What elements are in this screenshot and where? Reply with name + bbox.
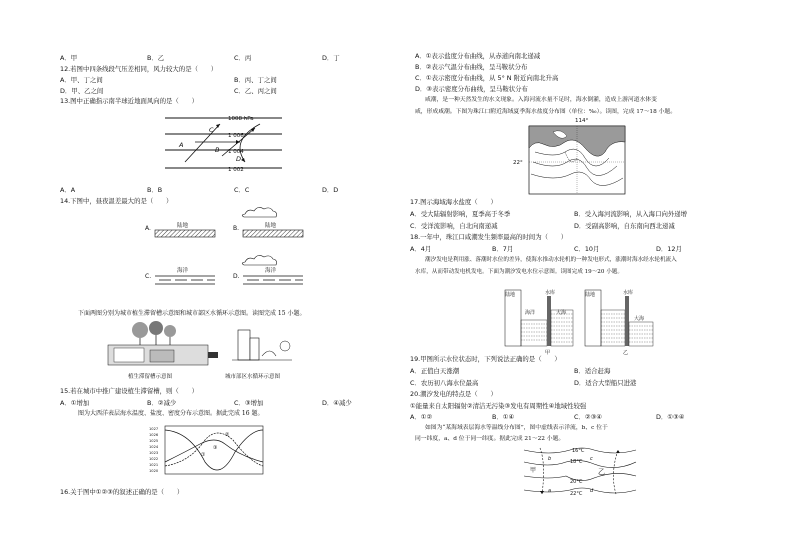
arrow-label-c: C (209, 126, 214, 134)
panel-a-letter: A. (145, 225, 151, 232)
q15-option-b: B．②减少 (147, 399, 177, 407)
intro-21-line-1: 如图为“某海域表层海水等温线分布图”，图中虚线表示洋流，b、c 位于 (425, 425, 608, 431)
q17-option-d: D．受副高影响，自东南向西北递减 (574, 222, 675, 230)
arrow-label-b: B (215, 146, 220, 154)
point-c: c (590, 456, 593, 462)
region-yi: 乙 (598, 468, 605, 476)
panel-b-letter: B. (233, 225, 240, 232)
fig15-caption-left: 植生滞留槽示意图 (128, 374, 173, 380)
q13-option-b: B．B (147, 186, 163, 194)
region-jia: 甲 (530, 467, 537, 474)
q17-stem: 17.图示海域海水盐度（ ） (410, 198, 497, 206)
tick-1026: 1026 (149, 433, 159, 437)
isotherm-18: 18°C (570, 459, 583, 465)
tidal-reservoir-2: 水库 (623, 290, 634, 296)
pearl-river-salinity-map (513, 118, 627, 196)
curve-label-2: ② (225, 432, 230, 438)
isobar-label-1002: 1 002 (228, 167, 244, 173)
panel-d-label: 海洋 (265, 268, 277, 274)
q20-option-c: C．②③④ (574, 413, 603, 421)
panel-d-letter: D. (233, 273, 240, 280)
isotherm-20: 20°C (570, 479, 583, 485)
q12-option-b: B．丙、丁之间 (234, 76, 277, 84)
q16-option-b: B．②表示气温分布曲线，呈马鞍状分布 (415, 63, 528, 71)
panel-b-label: 陆地 (265, 223, 277, 229)
tidal-sea-1: 大海 (556, 310, 567, 316)
intro-16: 图为大西洋表层海水温度、盐度、密度分布示意图。据此完成 16 题。 (78, 410, 264, 417)
q20-option-d: D．①③④ (656, 413, 685, 421)
tick-1021: 1021 (149, 463, 159, 467)
curve-label-1: ① (201, 452, 206, 458)
tidal-land-1: 陆地 (505, 292, 516, 298)
map-lat-label: 22° (513, 160, 523, 166)
q17-option-c: C．受洋流影响，自北向南递减 (410, 222, 498, 230)
q20-stem: 20.潮汐发电的特点是（ ） (410, 390, 497, 398)
curve-label-3: ③ (213, 445, 218, 451)
tick-1025: 1025 (149, 439, 159, 443)
isobar-figure (160, 110, 290, 178)
q12-option-a: A．甲、丁之间 (60, 76, 103, 84)
isotherm-16: 16°C (572, 448, 585, 454)
atlantic-surface-figure (145, 422, 270, 482)
q11-option-b: B．乙 (147, 54, 165, 62)
point-a: a (548, 488, 552, 494)
q15-option-c: C．③增加 (234, 399, 264, 407)
intro-15: 下面两图分别为城市植生滞留槽示意图和城市部区水循环示意图。读图完成 15 小题。 (78, 310, 306, 317)
arrow-label-a: A (179, 141, 184, 149)
isobar-label-1006: 1 006 (228, 133, 244, 139)
tidal-sea-2: 大海 (634, 316, 645, 322)
q17-option-b: B．受入海河流影响，从入海口向外递增 (574, 210, 688, 218)
q16-stem: 16.关于图中①②③的叙述正确的是（ ） (60, 488, 184, 496)
intro-19-line-2: 水库，从而带动发电机发电。下面为潮汐发电水位示意图。读图完成 19～20 小题。 (415, 269, 623, 275)
q18-option-d: D．12月 (656, 245, 682, 253)
map-lon-label: 114° (575, 118, 589, 124)
q13-stem: 13.图中正确指示南半球近地面风向的是（ ） (60, 97, 198, 105)
q19-stem: 19.甲图所示水位状态时，下列说法正确的是（ ） (410, 355, 561, 363)
intro-17-line-1: 咸潮，是一种天然发生的水文现象。入海河流水量不足时，海水倒灌，造成上游河道水体变 (425, 97, 657, 103)
tidal-power-figure (505, 284, 655, 354)
q18-option-c: C．10月 (574, 245, 600, 253)
q13-option-a: A．A (60, 186, 76, 194)
q16-option-a: A．①表示盐度分布曲线，从赤道向南北递减 (415, 52, 541, 60)
isobar-label-1008: 1008 hPa (228, 116, 254, 122)
q11-option-c: C．丙 (234, 54, 252, 62)
q12-stem: 12.若图中四条线段气压差相同，风力较大的是（ ） (60, 65, 218, 73)
q16-option-c: C．①表示密度分布曲线，从 5° N 附近向南北升高 (415, 74, 559, 82)
q14-stem: 14.下图中，昼夜温差最大的是（ ） (60, 197, 173, 205)
tidal-caption-jia: 甲 (545, 350, 551, 356)
tidal-caption-yi: 乙 (623, 350, 629, 356)
tick-1027: 1027 (149, 427, 159, 431)
tick-1022: 1022 (149, 457, 159, 461)
q17-option-a: A．受大陆辐射影响，夏季高于冬季 (410, 210, 511, 218)
panel-c-letter: C. (145, 273, 152, 280)
q19-option-a: A．正值白天涨潮 (410, 367, 460, 375)
tidal-land-2: 陆地 (585, 292, 596, 298)
q19-option-d: D．适合大型船只进港 (574, 379, 637, 387)
q13-option-c: C．C (234, 186, 250, 194)
q20-option-b: B．①④ (492, 413, 515, 421)
q20-option-a: A．①② (410, 413, 433, 421)
panel-a-label: 陆地 (177, 223, 189, 229)
q20-choices-line: ①能量来自太阳辐射②清洁无污染③发电有周期性④地域性较强 (410, 402, 587, 410)
tick-1023: 1023 (149, 451, 159, 455)
q12-option-c: D．甲、乙之间 (60, 87, 104, 95)
q15-option-a: A．①增加 (60, 399, 90, 407)
intro-17-line-2: 咸，形成咸潮。下图为珠江口附近海域夏季海水盐度分布图（单位：‰）。读图，完成 17～18 小题。 (415, 109, 676, 115)
q16-option-d: D．③表示密度分布曲线，呈马鞍状分布 (415, 85, 528, 93)
isobar-label-1004: 1 004 (228, 149, 244, 155)
arrow-label-d: D (236, 155, 242, 163)
q12-option-d: C．乙、丙之间 (234, 87, 277, 95)
point-d: d (590, 488, 594, 494)
q11-option-a: A．甲 (60, 54, 78, 62)
q19-option-c: C．农历初八海水位最高 (410, 379, 479, 387)
q15-stem: 15.若在城市中推广建设植生滞留槽，则（ ） (60, 387, 198, 395)
fig15-caption-right: 城市部区水循环示意图 (225, 374, 281, 380)
intro-21-line-2: 同一纬度，a、d 位于同一纬度。据此完成 21～22 小题。 (415, 436, 565, 442)
q18-stem: 18.一年中，珠江口咸潮发生频率最高的时间为（ ） (410, 233, 568, 241)
point-b: b (548, 456, 552, 462)
q11-option-d: D．丁 (322, 54, 340, 62)
tidal-reservoir-1: 水库 (545, 290, 556, 296)
day-night-temperature-figure (145, 206, 305, 296)
q18-option-a: A．4月 (410, 245, 432, 253)
isotherm-22: 22°C (570, 491, 583, 497)
bioretention-figure (100, 320, 300, 382)
tick-1024: 1024 (149, 445, 159, 449)
q15-option-d: D．④减少 (322, 399, 352, 407)
q18-option-b: B．7月 (492, 245, 514, 253)
tick-1020: 1020 (149, 469, 159, 473)
q13-option-d: D．D (322, 186, 339, 194)
panel-c-label: 海洋 (177, 268, 189, 274)
q19-option-b: B．适合赶海 (574, 367, 611, 375)
isotherm-figure (520, 444, 640, 500)
intro-19-line-1: 潮汐发电是利用涨、落潮时水位的差异，使海水推动水轮机的一种发电形式，涨潮时海水经水轮机流入 (425, 257, 677, 263)
tidal-sea-left: 海洋 (525, 310, 536, 316)
